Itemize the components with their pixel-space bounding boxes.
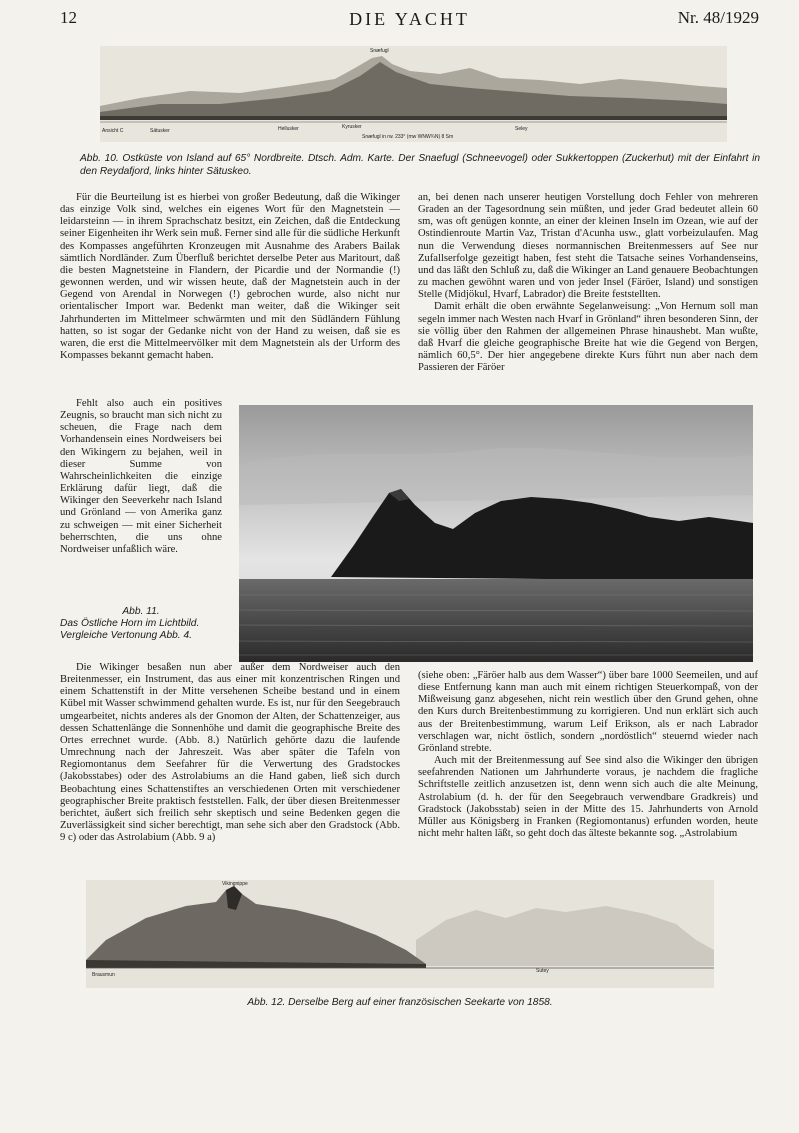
column-right-top xyxy=(418,192,758,402)
issue-number: Nr. 48/1929 xyxy=(677,8,759,27)
paragraph: Für die Beurteilung ist es hierbei von großer Bedeutung, daß die Wikinger das einzige Volk sind, welches ein eigenes Wort für den Magnetstein — leidarsteinn — in ihrem Sprachschatz besitzt, ein Zeichen, daß die Entdeckung seiner Eigenheiten ihr Werk sein muß. Ferner sind alle für die südliche Herkunft des Kompasses angeführten Kronzeugen mit Ausnahme des Arabers Bailak sämtlich Nordländer. Zum Überfluß berichtet derselbe Peter aus Maritourt, daß die besten Magnetsteine in Flandern, der Picardie und der Normandie (!) gewonnen werden, und wir wissen heute, daß der Magnetstein auch in der Gegend von Arendal in Norwegen (!) gebrochen wurde, also nicht nur orientalischer Import war. Bedenkt man weiter, daß die Wikinger seit Jahrhunderten im Mittelmeer schwärmten und mit den Südländern Fühlung hatten, so ist sogar der Gedanke nicht von der Hand zu weisen, daß sie es waren, die erst die Mittelmeervölker mit dem Magnetstein als der Urform des Kompasses bekannt gemacht haben. xyxy=(60,192,400,362)
page-header xyxy=(60,8,759,34)
label-sutey: Sutey xyxy=(536,968,549,974)
label-ansicht: Ansicht C xyxy=(102,128,124,134)
figure-10-caption: Abb. 10. Ostküste von Island auf 65° Nordbreite. Dtsch. Adm. Karte. Der Snaefugl (Schneevogel) oder Sukkertoppen (Zuckerhut) mit der Einfahrt in den Reydafjord, links hinter Sätuskeo. xyxy=(80,153,760,177)
label-bearing: Snæfugl in rw. 233° (mw WNW¾N) 8 Sm xyxy=(362,134,454,140)
paragraph: Fehlt also auch ein positives Zeugnis, so braucht man sich nicht zu scheuen, die Frage nach dem Vorhandensein eines Nordweisers bei den Wikingern zu bejahen, weil in dieser Summe von Wahrscheinlichkeiten die einzige Erklärung dafür liegt, daß die Wikinger den Seeverkehr nach Island und Grönland — von Amerika ganz zu schweigen — mit einer Sicherheit beherrschten, die uns ohne Nordweiser unfaßlich wäre. xyxy=(60,398,222,555)
label-kyrusker: Kyrusker xyxy=(342,124,362,130)
label-hellusker: Hellusker xyxy=(278,126,299,132)
figure-12-seachart xyxy=(86,880,714,988)
seachart-drawing xyxy=(86,880,714,988)
figure-11-caption-title: Abb. 11. xyxy=(122,606,160,617)
magazine-title: DIE YACHT xyxy=(349,9,470,29)
paragraph: Auch mit der Breitenmessung auf See sind also die Wikinger den übrigen seefahrenden Nationen um Jahrhunderte voraus, je nachdem die fragliche Schriftstelle zeitlich anzusetzen ist, denn wenn sich auch die alte Meinung, Astrolabium (d. h. der für den Seegebrauch verwendbare Gradkreis) und Gradstock (Jakobsstab) seien in der Mitte des 15. Jahrhunderts von Arnold Müller aus Königsberg in Franken (Regiomontanus) erfunden worden, heute nicht mehr halten läßt, so geht doch das älteste bekannte sog. „Astrolabium xyxy=(418,755,758,840)
paragraph: (siehe oben: „Färöer halb aus dem Wasser“) über bare 1000 Seemeilen, und auf diese Entfernung kann man auch mit einem richtigen Steuerkompaß, von der Mißweisung ganz abgesehen, nicht rein westlich über den Grund gehen, ohne den Kurs durch Breitenbestimmung zu korrigieren. Und nun erklärt sich auch aus der Breitenbestimmung, warum Leif Erikson, als er nach Labrador verschlagen war, nicht östlich, sondern „nordöstlich“ steuernd wieder nach Grönland strebte. xyxy=(418,670,758,754)
label-seley: Seley xyxy=(515,126,528,132)
label-brausmun: Brausmun xyxy=(92,972,115,978)
paragraph: an, bei denen nach unserer heutigen Vorstellung doch Fehler von mehreren Graden an der Tagesordnung sein müßten, und jeder Grad bedeutet allein 60 sm, was oft genügen konnte, an einer der kleinen Inseln im Ozean, wie auf der Ostindienroute Martin Vaz, Tristan d'Acunha usw., glatt vorbeizulaufen. Mag nun die Verwendung dieses normannischen Breitenmessers auf See nur Zufallserfolge gezeitigt haben, fest steht die Tatsache seines Vorhandenseins, und das läßt den Schluß zu, daß die Wikinger an Land genauere Beobachtungen zu machen gewöhnt waren und von jeder Insel (Färöer, Island) und sonstigen Stelle (Midjökul, Hvarf, Labrador) die Breite feststellten. xyxy=(418,192,758,301)
column-right-bottom xyxy=(418,670,758,874)
horn-photograph xyxy=(239,405,753,662)
paragraph: Damit erhält die oben erwähnte Segelanweisung: „Von Hernum soll man segeln immer nach Westen nach Hvarf in Grönland“ ihren besonderen Sinn, der sie völlig über den Rahmen der allgemeinen Phrase hinaushebt. Man wußte, daß Hvarf die gleiche geographische Breite hat wie die Gegend von Bergen, nämlich 60,5°. Der hier angegebene direkte Kurs führt nun aber nach dem Passieren der Färöer xyxy=(418,301,758,374)
column-left-side xyxy=(60,398,222,596)
figure-11-caption-text: Das Östliche Horn im Lichtbild. Vergleiche Vertonung Abb. 4. xyxy=(60,618,200,641)
label-vikingnippe: Vikingnippe xyxy=(222,881,248,887)
label-snaefugl: Snæfugl xyxy=(370,48,389,54)
column-left-bottom xyxy=(60,662,400,874)
column-left-top xyxy=(60,192,400,397)
figure-11-caption xyxy=(60,606,222,642)
page-number: 12 xyxy=(60,8,77,27)
label-saetusker: Sätusker xyxy=(150,128,170,134)
coastline-drawing xyxy=(100,46,727,142)
figure-12-caption: Abb. 12. Derselbe Berg auf einer französischen Seekarte von 1858. xyxy=(247,997,553,1008)
paragraph: Die Wikinger besaßen nun aber außer dem Nordweiser auch den Breitenmesser, ein Instrument, das aus einer mit konzentrischen Ringen und einem Schattenstift in der Mitte versehenen Scheibe bestand und in einem Kübel mit Wasser schwimmend gehalten wurde. Es ist, nur für den Seegebrauch umgearbeitet, nichts anderes als der Gnomon der Alten, der Schattenzeiger, aus dessen Schattenlänge die Sonnenhöhe und damit die geographische Breite des Ortes errechnet wurde. (Abb. 8.) Natürlich gehörte dazu die laufende Umrechnung nach der Jahreszeit. Was aber später die Tafeln von Regiomontanus dem Seefahrer für die Verwertung des Gradstockes (Jakobsstabes) oder des Astrolabiums an die Hand gaben, ließ sich durch Beobachtung eines Schattenstiftes an verschiedenen Orten mit verschiedener geographischer Breite praktisch feststellen. Falk, der über diesen Breitenmesser berichtet, äußert sich freilich sehr skeptisch und seine Bedenken gegen die Zuverlässigkeit sind sicher berechtigt, man sehe sich aber den Gradstock (Abb. 9 c) oder das Astrolabium (Abb. 9 a) xyxy=(60,662,400,844)
figure-11-photo xyxy=(239,405,753,662)
figure-10-coastline xyxy=(100,46,727,142)
